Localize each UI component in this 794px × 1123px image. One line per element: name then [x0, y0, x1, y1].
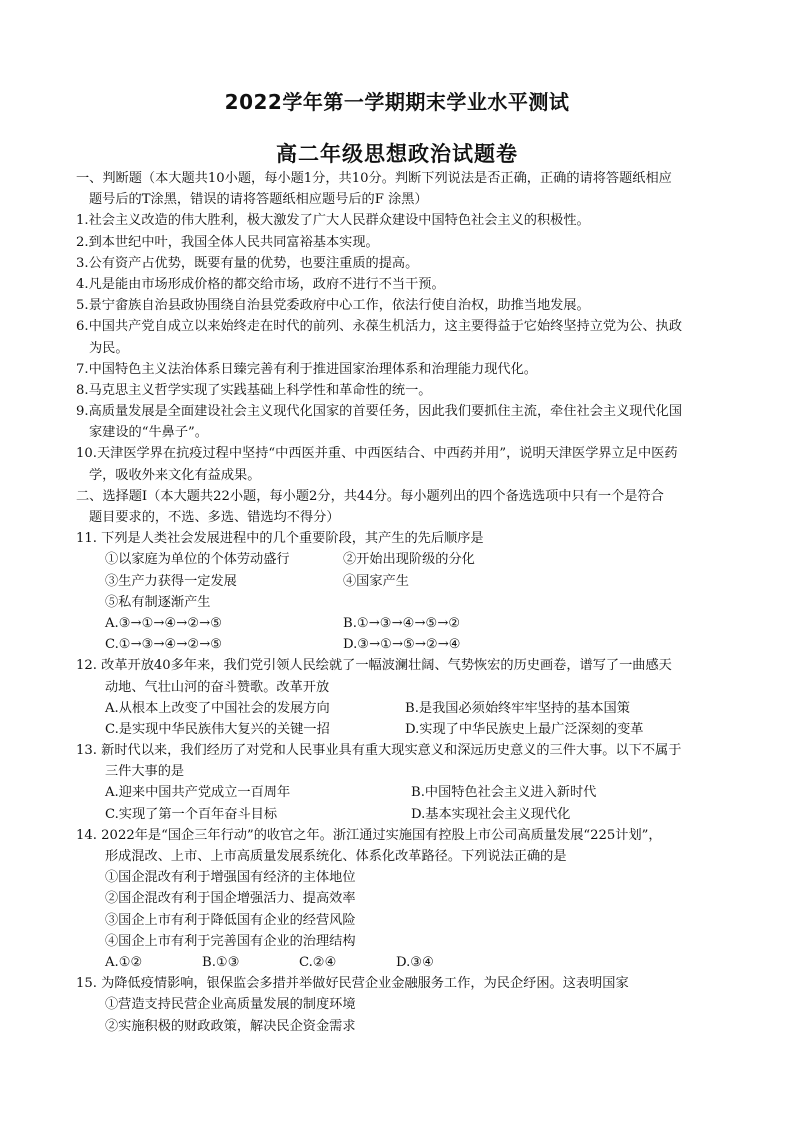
question-12-options-row-2 [76, 719, 726, 740]
question-14-stem-cont: 形成混改、上市、上市高质量发展系统化、体系化改革路径。下列说法正确的是 [105, 849, 567, 864]
option-c: C.②④ [299, 954, 337, 970]
judge-item-9: 9.高质量发展是全面建设社会主义现代化国家的首要任务，因此我们要抓住主流，牵住社会主义现代化国 [76, 404, 683, 420]
question-11-stem: 11. 下列是人类社会发展进程中的几个重要阶段，其产生的先后顺序是 [76, 531, 484, 547]
question-13-stem-cont: 三件大事的是 [105, 764, 185, 780]
option-d: D.实现了中华民族史上最广泛深刻的变革 [405, 721, 644, 737]
statement: ③国企上市有利于降低国有企业的经营风险 [105, 912, 356, 928]
option-a: A.从根本上改变了中国社会的发展方向 [105, 700, 330, 716]
option-d: D.基本实现社会主义现代化 [411, 806, 571, 822]
question-14-options [76, 952, 726, 973]
judge-item-10-cont: 学，吸收外来文化有益成果。 [89, 467, 261, 483]
judge-item-7: 7.中国特色主义法治体系日臻完善有利于推进国家治理体系和治理能力现代化。 [76, 361, 537, 377]
statement: ①营造支持民营企业高质量发展的制度环境 [105, 997, 356, 1013]
option-d: D.③→①→⑤→②→④ [343, 637, 461, 653]
judge-item-6: 6.中国共产党自成立以来始终走在时代的前列、永葆生机活力，这主要得益于它始终坚持立党为公、执政 [76, 319, 683, 335]
statement: ②开始出现阶级的分化 [343, 552, 475, 568]
question-12-stem: 12. 改革开放40多年来，我们党引领人民绘就了一幅波澜壮阔、气势恢宏的历史画卷，谱写了一曲感天 [76, 658, 672, 674]
question-14-stem: 14. 2022年是“国企三年行动”的收官之年。浙江通过实施国有控股上市公司高质量发展“225计划”， [76, 827, 662, 843]
question-11-options-row-2 [76, 634, 726, 655]
question-11-options-row-1 [76, 613, 726, 634]
option-c: C.实现了第一个百年奋斗目标 [105, 806, 278, 822]
question-12-stem-cont: 动地、气壮山河的奋斗赞歌。改革开放 [105, 679, 330, 695]
statement: ②实施积极的财政政策，解决民企资金需求 [105, 1018, 356, 1034]
judge-item-8: 8.马克思主义哲学实现了实践基础上科学性和革命性的统一。 [76, 382, 432, 398]
question-15-stem: 15. 为降低疫情影响，银保监会多措并举做好民营企业金融服务工作，为民企纾困。这表明国家 [76, 976, 629, 992]
section-header-choice-cont: 题目要求的，不选、多选、错选均不得分） [89, 510, 340, 525]
option-a: A.③→①→④→②→⑤ [105, 615, 223, 631]
question-11-statements-row-1 [76, 549, 726, 570]
section-header-judge: 一、判断题（本大题共10小题，每小题1分，共10分。判断下列说法是否正确，正确的请将答题纸相应 [76, 171, 672, 186]
judge-item-10: 10.天津医学界在抗疫过程中坚持“中西医并重、中西医结合、中西药并用”，说明天津医学界立足中医药 [76, 446, 678, 462]
question-12-options-row-1 [76, 698, 726, 719]
judge-item-5: 5.景宁畲族自治县政协围绕自治县党委政府中心工作，依法行使自治权，助推当地发展。 [76, 298, 590, 314]
option-c: C.是实现中华民族伟大复兴的关键一招 [105, 721, 330, 737]
option-b: B.是我国必须始终牢牢坚持的基本国策 [405, 700, 630, 716]
statement: ①以家庭为单位的个体劳动盛行 [105, 552, 290, 568]
question-13-options-row-1 [76, 782, 726, 803]
exam-content [76, 168, 726, 1037]
option-b: B.①→③→④→⑤→② [343, 615, 461, 631]
statement: ②国企混改有利于国企增强活力、提高效率 [105, 891, 356, 907]
question-13-options-row-2 [76, 804, 726, 825]
judge-item-9-cont: 家建设的“牛鼻子”。 [89, 425, 208, 441]
exam-title: 2022学年第一学期期末学业水平测试 [224, 90, 570, 114]
section-header-choice: 二、选择题Ⅰ（本大题共22小题，每小题2分，共44分。每小题列出的四个备选选项中只有一个是符合 [76, 488, 664, 504]
statement: ③生产力获得一定发展 [105, 573, 237, 589]
statement: ④国家产生 [343, 573, 409, 589]
judge-item-1: 1.社会主义改造的伟大胜利，极大激发了广大人民群众建设中国特色社会主义的积极性。 [76, 213, 590, 229]
judge-item-2: 2.到本世纪中叶，我国全体人民共同富裕基本实现。 [76, 234, 379, 250]
judge-item-4: 4.凡是能由市场形成价格的都交给市场，政府不进行不当干预。 [76, 276, 445, 292]
statement: ⑤私有制逐渐产生 [105, 594, 211, 610]
section-header-judge-cont: 题号后的T涂黑，错误的请将答题纸相应题号后的F 涂黑） [89, 192, 428, 208]
statement: ①国企混改有利于增强国有经济的主体地位 [105, 870, 356, 886]
statement: ④国企上市有利于完善国有企业的治理结构 [105, 933, 356, 949]
option-c: C.①→③→④→②→⑤ [105, 637, 223, 653]
option-b: B.①③ [202, 954, 240, 970]
exam-subtitle: 高二年级思想政治试题卷 [276, 142, 518, 166]
judge-item-6-cont: 为民。 [89, 340, 129, 356]
question-11-statements-row-2 [76, 571, 726, 592]
option-b: B.中国特色社会主义进入新时代 [411, 785, 597, 801]
option-a: A.迎来中国共产党成立一百周年 [105, 785, 291, 801]
option-d: D.③④ [396, 954, 434, 970]
judge-item-3: 3.公有资产占优势，既要有量的优势，也要注重质的提高。 [76, 255, 419, 271]
question-13-stem: 13. 新时代以来，我们经历了对党和人民事业具有重大现实意义和深远历史意义的三件大事。以下不属于 [76, 743, 682, 759]
option-a: A.①② [105, 954, 143, 970]
